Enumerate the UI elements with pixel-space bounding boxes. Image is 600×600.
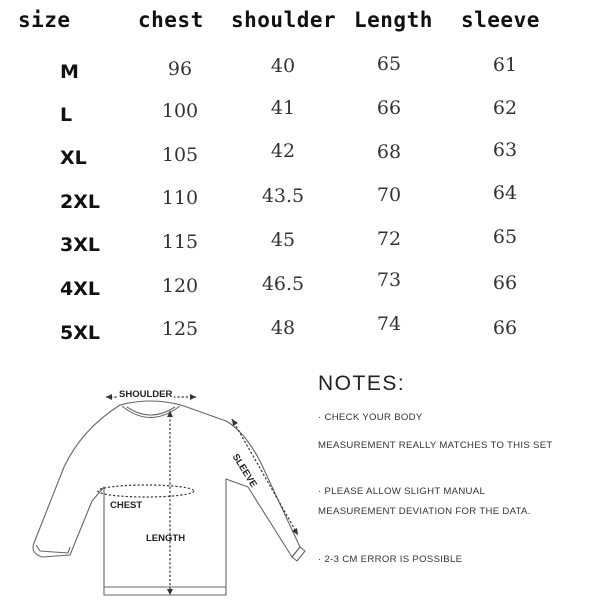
- sleeve-cell: 65: [492, 226, 518, 248]
- chest-cell: 96: [167, 58, 193, 80]
- shoulder-label: SHOULDER: [119, 389, 173, 400]
- length-cell: 65: [376, 53, 402, 75]
- size-cell: 3XL: [60, 234, 100, 256]
- chest-cell: 120: [161, 275, 199, 297]
- note-line: MEASUREMENT DEVIATION FOR THE DATA.: [318, 506, 531, 517]
- shoulder-cell: 48: [270, 317, 296, 339]
- header-sleeve: sleeve: [461, 8, 540, 32]
- sleeve-cell: 63: [492, 139, 518, 161]
- chest-cell: 115: [161, 231, 199, 253]
- length-cell: 72: [376, 228, 402, 250]
- header-shoulder: shoulder: [231, 8, 337, 32]
- note-line: · CHECK YOUR BODY: [318, 412, 423, 423]
- size-cell: M: [60, 61, 79, 83]
- header-chest: chest: [138, 8, 204, 32]
- sleeve-cell: 66: [492, 317, 518, 339]
- shoulder-cell: 42: [270, 140, 296, 162]
- shoulder-cell: 46.5: [261, 273, 305, 295]
- shoulder-cell: 41: [270, 97, 296, 119]
- size-cell: XL: [60, 147, 87, 169]
- sleeve-cell: 64: [492, 182, 518, 204]
- length-label: LENGTH: [146, 533, 186, 544]
- chest-label: CHEST: [110, 500, 143, 511]
- size-cell: 4XL: [60, 278, 100, 300]
- chest-cell: 100: [161, 100, 199, 122]
- sleeve-cell: 62: [492, 97, 518, 119]
- length-cell: 73: [376, 269, 402, 291]
- notes-section: [318, 372, 598, 597]
- size-cell: 5XL: [60, 322, 100, 344]
- shoulder-cell: 40: [270, 55, 296, 77]
- length-cell: 70: [376, 184, 402, 206]
- size-cell: L: [60, 104, 73, 126]
- note-line: MEASUREMENT REALLY MATCHES TO THIS SET: [318, 440, 553, 451]
- sleeve-cell: 66: [492, 272, 518, 294]
- shoulder-cell: 45: [270, 229, 296, 251]
- notes-title: NOTES:: [318, 372, 406, 395]
- shoulder-cell: 43.5: [261, 185, 305, 207]
- long-sleeve-shirt-illustration: [0, 375, 320, 600]
- size-cell: 2XL: [60, 191, 100, 213]
- length-cell: 74: [376, 313, 402, 335]
- header-length: Length: [354, 8, 433, 32]
- chest-cell: 125: [161, 318, 199, 340]
- shirt-measurement-diagram: [0, 375, 320, 600]
- chest-cell: 110: [161, 187, 199, 209]
- length-cell: 66: [376, 97, 402, 119]
- note-line: · PLEASE ALLOW SLIGHT MANUAL: [318, 486, 486, 497]
- length-cell: 68: [376, 141, 402, 163]
- sleeve-label: SLEEVE: [229, 452, 259, 490]
- sleeve-cell: 61: [492, 54, 518, 76]
- chest-cell: 105: [161, 144, 199, 166]
- note-line: · 2-3 CM ERROR IS POSSIBLE: [318, 554, 463, 565]
- header-size: size: [18, 8, 71, 32]
